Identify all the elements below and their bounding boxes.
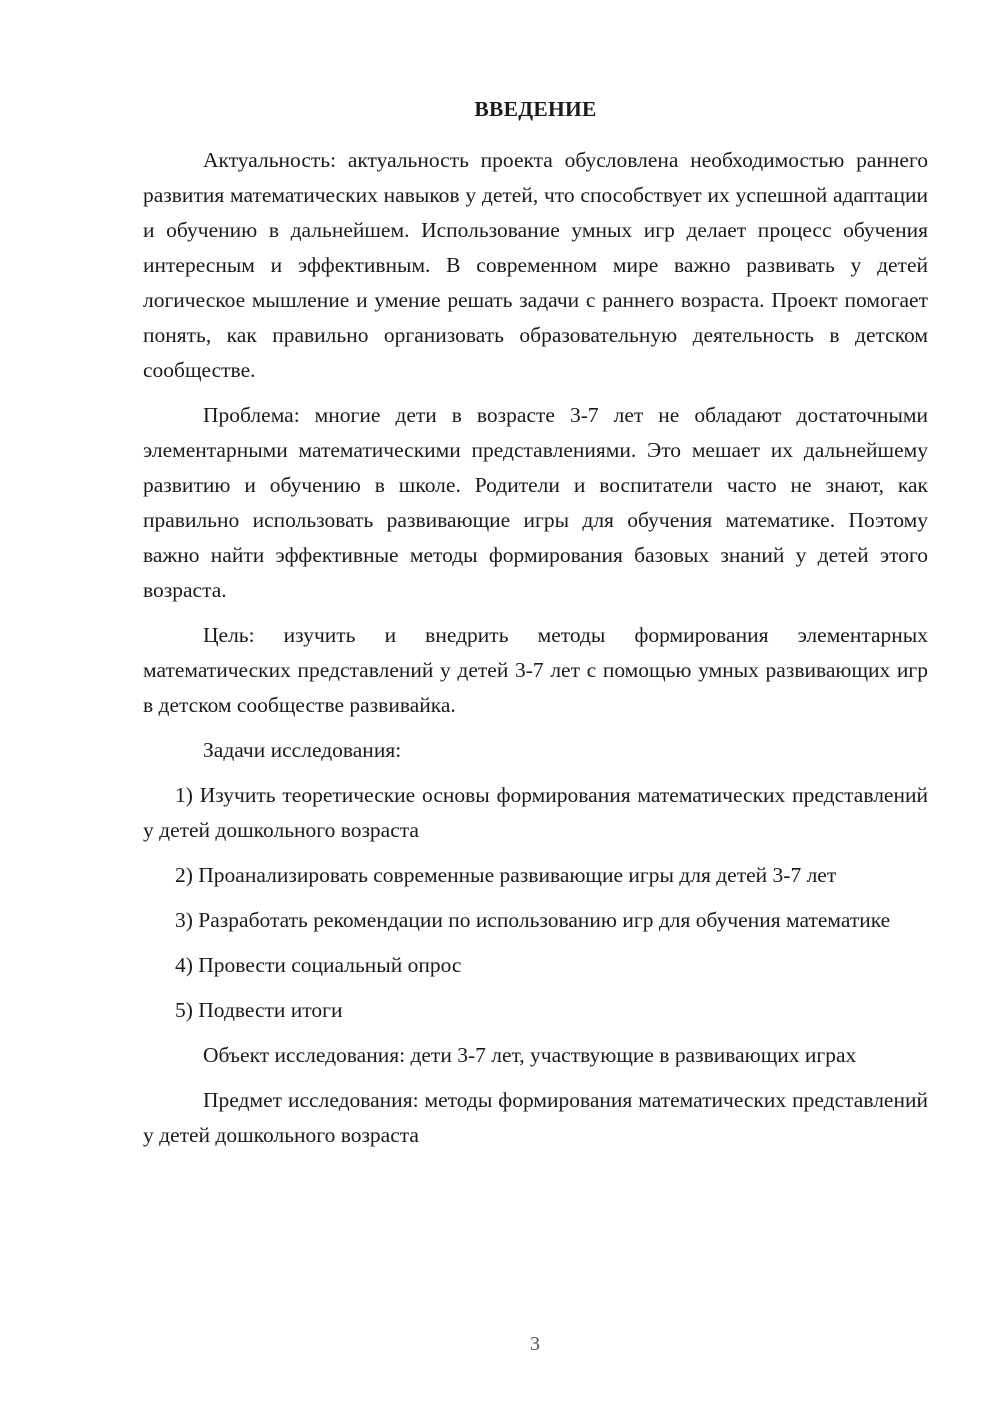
paragraph-goal: Цель: изучить и внедрить методы формирования элементарных математических представлений у детей 3-7 лет с помощью умных развивающих игр в детском сообществе развивайка. (143, 623, 928, 717)
task-item-2: 2) Проанализировать современные развивающие игры для детей 3-7 лет (175, 863, 837, 887)
tasks-heading: Задачи исследования: (203, 738, 402, 762)
task-item-3: 3) Разработать рекомендации по использованию игр для обучения математике (175, 908, 891, 932)
paragraph-subject: Предмет исследования: методы формирования математических представлений у детей дошкольного возраста (143, 1088, 928, 1147)
task-item-5: 5) Подвести итоги (175, 998, 343, 1022)
task-item-4: 4) Провести социальный опрос (175, 953, 462, 977)
page-title: ВВЕДЕНИЕ (474, 97, 597, 121)
page-number: 3 (530, 1333, 540, 1355)
paragraph-problem: Проблема: многие дети в возрасте 3-7 лет не обладают достаточными элементарными математическими представлениями. Это мешает их дальнейшему развитию и обучению в школе. Родители и воспитатели часто не знают, как правильно использовать развивающие игры для обучения математике. Поэтому важно найти эффективные методы формирования базовых знаний у детей этого возраста. (143, 403, 928, 602)
paragraph-relevance: Актуальность: актуальность проекта обусловлена необходимостью раннего развития математических навыков у детей, что способствует их успешной адаптации и обучению в дальнейшем. Использование умных игр делает процесс обучения интересным и эффективным. В современном мире важно развивать у детей логическое мышление и умение решать задачи с раннего возраста. Проект помогает понять, как правильно организовать образовательную деятельность в детском сообществе. (143, 148, 928, 382)
paragraph-object: Объект исследования: дети 3-7 лет, участвующие в развивающих играх (203, 1043, 857, 1067)
document-page (143, 92, 928, 1163)
task-item-1: 1) Изучить теоретические основы формирования математических представлений у детей дошкольного возраста (143, 783, 928, 842)
